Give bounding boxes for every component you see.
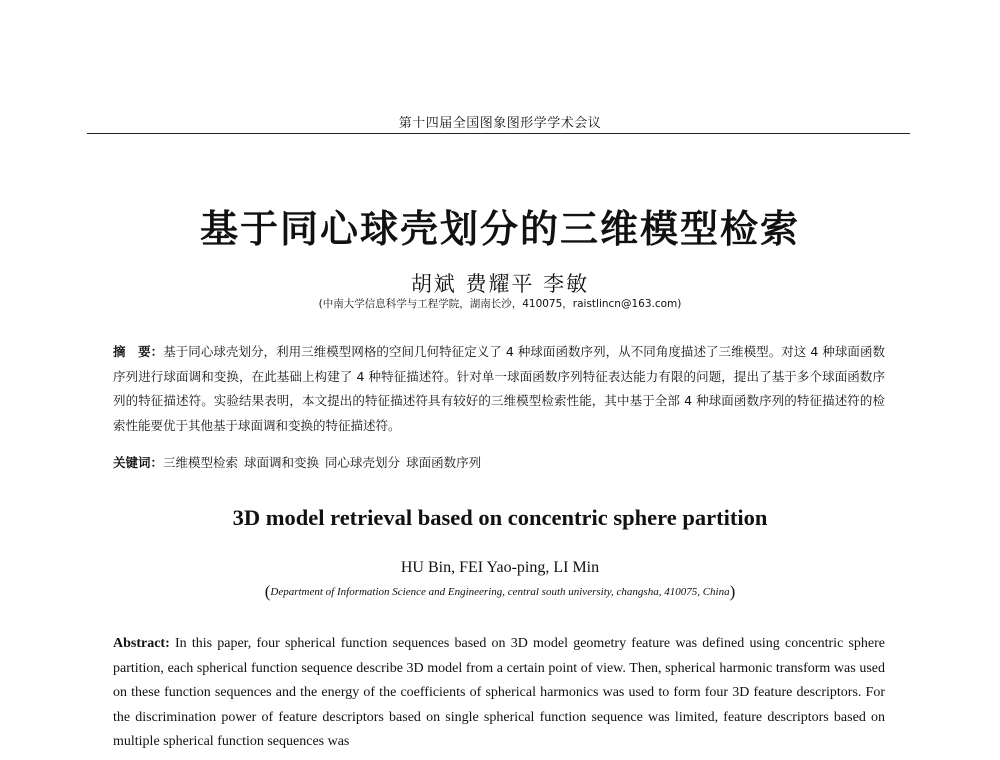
keyword: 球面函数序列 <box>406 455 482 470</box>
chinese-abstract <box>113 340 885 438</box>
affiliation-close-paren: ) <box>729 582 736 601</box>
english-affiliation <box>0 582 1000 602</box>
chinese-title: 基于同心球壳划分的三维模型检索 <box>199 207 800 251</box>
chinese-affiliation: (中南大学信息科学与工程学院，湖南长沙，410075，raistlincn@163.com) <box>318 298 682 310</box>
affiliation-open-paren: ( <box>264 582 271 601</box>
english-abstract <box>113 632 885 755</box>
english-abstract-text: In this paper, four spherical function sequences based on 3D model geometry feature was defined using concentric sphere partition, each spherical function sequence describe 3D model from a certain point of view. Then, spherical harmonic transform was used on these function sequences and the energy of the coefficients of spherical harmonics was used to form four 3D feature descriptors. For the discrimination power of feature descriptors based on single spherical function sequence was limited, feature descriptors based on multiple spherical function sequences was <box>113 636 886 749</box>
chinese-authors: 胡斌 费耀平 李敏 <box>410 272 590 296</box>
keyword: 同心球壳划分 <box>325 455 401 470</box>
keyword: 球面调和变换 <box>244 455 320 470</box>
english-title: 3D model retrieval based on concentric sphere partition <box>232 505 768 530</box>
chinese-abstract-label: 摘 要： <box>113 344 164 359</box>
chinese-keywords <box>113 453 885 473</box>
chinese-abstract-text: 基于同心球壳划分，利用三维模型网格的空间几何特征定义了 4 种球面函数序列，从不同角度描述了三维模型。对这 4 种球面函数序列进行球面调和变换，在此基础上构建了 4 种特征描述符。针对单一球面函数序列特征表达能力有限的问题，提出了基于多个球面函数序列的特征描述符。实验结果表明，本文提出的特征描述符具有较好的三维模型检索性能，其中基于全部 4 种球面函数序列的特征描述符的检索性能要优于其他基于球面调和变换的特征描述符。 <box>113 344 885 433</box>
english-authors: HU Bin, FEI Yao-ping, LI Min <box>400 559 600 576</box>
running-head: 第十四届全国图象图形学学术会议 <box>398 116 602 131</box>
english-abstract-label: Abstract: <box>113 636 170 651</box>
header-rule <box>87 133 910 134</box>
chinese-keywords-label: 关键词： <box>113 455 164 470</box>
english-affiliation-text: Department of Information Science and Engineering, central south university, changsha, 410075, China <box>270 586 730 598</box>
keyword: 三维模型检索 <box>163 455 239 470</box>
